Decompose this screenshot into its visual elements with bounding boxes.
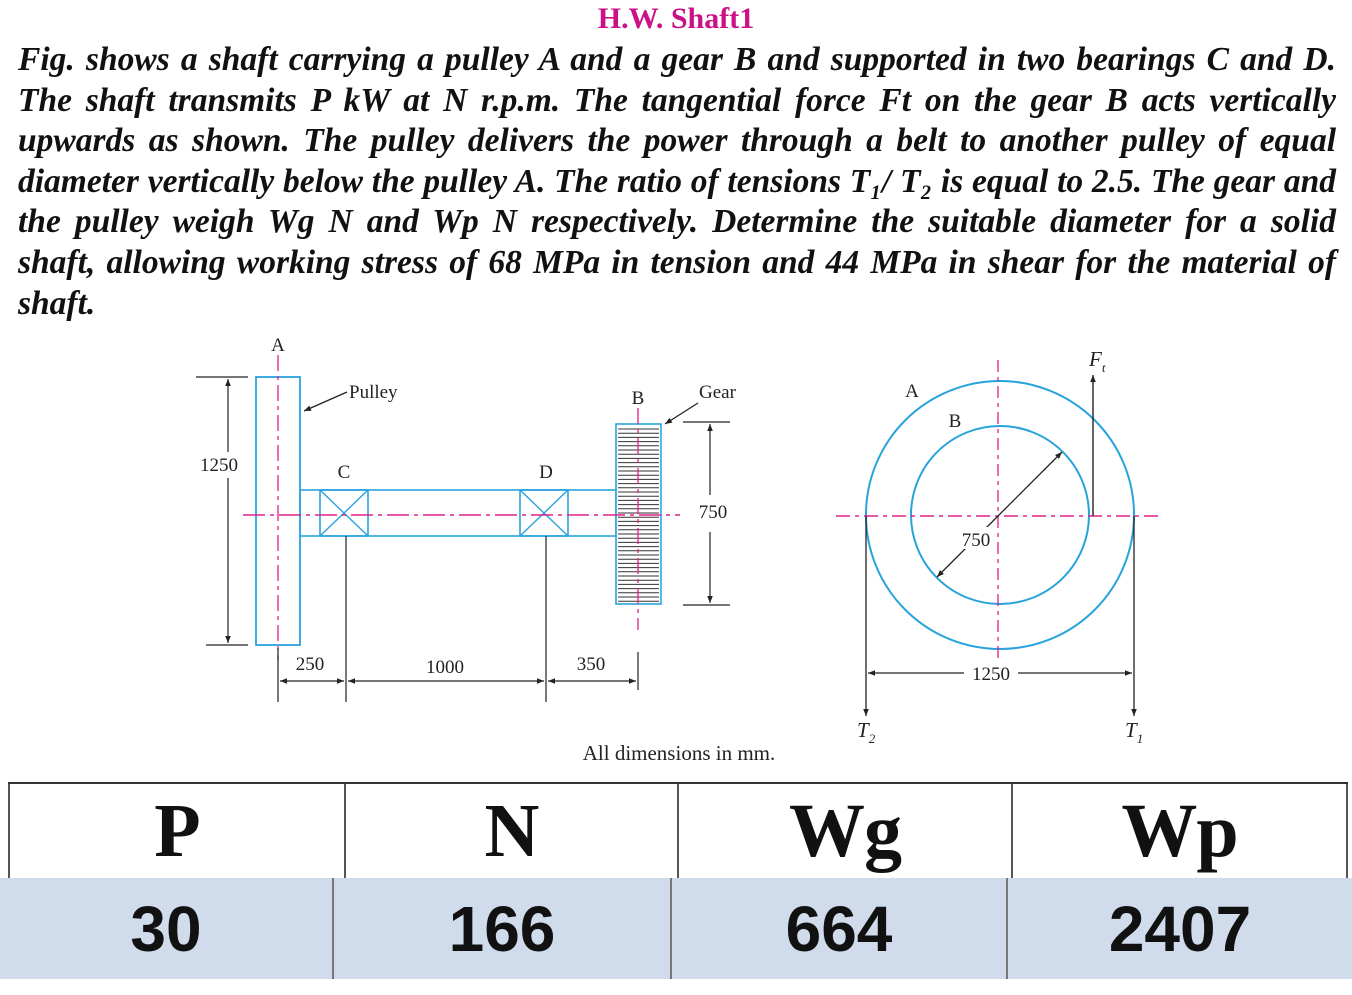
label-a: A bbox=[271, 335, 285, 356]
gear-leader bbox=[665, 403, 698, 424]
header-wg: Wg bbox=[677, 784, 1011, 879]
label-t2: $T_2$ bbox=[857, 718, 876, 746]
dim-gear-diameter bbox=[683, 422, 730, 605]
header-n: N bbox=[344, 784, 677, 879]
label-pulley: Pulley bbox=[349, 382, 398, 403]
svg-text:750: 750 bbox=[698, 502, 728, 523]
value-p: 30 bbox=[130, 892, 202, 965]
pulley-leader bbox=[304, 392, 347, 411]
label-b: B bbox=[631, 388, 645, 409]
value-wg: 664 bbox=[670, 878, 1006, 979]
dim-span bbox=[278, 536, 638, 702]
label-gear: Gear bbox=[699, 382, 736, 403]
header-wp: Wp bbox=[1011, 784, 1348, 879]
shaft-figure bbox=[0, 330, 1352, 775]
header-p: P bbox=[8, 784, 344, 879]
end-dim-750: 750 bbox=[961, 530, 991, 551]
end-label-b: B bbox=[948, 411, 962, 432]
pulley-circle bbox=[866, 381, 1134, 649]
end-label-a: A bbox=[905, 381, 919, 402]
end-dim-1250: 1250 bbox=[972, 664, 1010, 685]
bearing-c bbox=[320, 490, 368, 536]
bearing-d bbox=[520, 490, 568, 536]
dim-db: 350 bbox=[576, 654, 606, 675]
value-n: 166 bbox=[332, 878, 670, 979]
label-ft: $F_t$ bbox=[1089, 347, 1106, 375]
end-view bbox=[836, 347, 1162, 746]
problem-statement: Fig. shows a shaft carrying a pulley A and a gear B and supported in two bearings C and D. The shaft transmits P kW at N r.p.m. The tangential force Ft on the gear B acts vertically upwards as shown. The pulley delivers the power through a belt to another pulley of equal diameter vertically below the pulley A. The ratio of tensions T₁/ T₂ is equal to 2.5. The gear and the pulley weigh Wg N and Wp N respectively. Determine the suitable diameter for a solid shaft, allowing working stress of 68 MPa in tension and 44 MPa in shear for the material of shaft. bbox=[18, 41, 1336, 322]
gear-diameter-arrow bbox=[937, 452, 1062, 577]
side-view bbox=[196, 335, 737, 702]
table-header-row bbox=[8, 782, 1348, 881]
svg-text:1250: 1250 bbox=[200, 455, 238, 476]
value-wp: 2407 bbox=[1006, 878, 1352, 979]
dim-cd: 1000 bbox=[426, 657, 464, 678]
label-t1: $T_1$ bbox=[1125, 718, 1144, 746]
figure-caption: All dimensions in mm. bbox=[582, 741, 776, 765]
table-value-row bbox=[0, 878, 1352, 979]
label-c: C bbox=[337, 462, 351, 483]
label-d: D bbox=[539, 462, 553, 483]
gear-circle bbox=[911, 426, 1089, 604]
dim-ac: 250 bbox=[295, 654, 325, 675]
page-title: H.W. Shaft1 bbox=[597, 2, 755, 35]
values-table bbox=[0, 782, 1352, 979]
dim-pulley-diameter bbox=[196, 377, 248, 645]
